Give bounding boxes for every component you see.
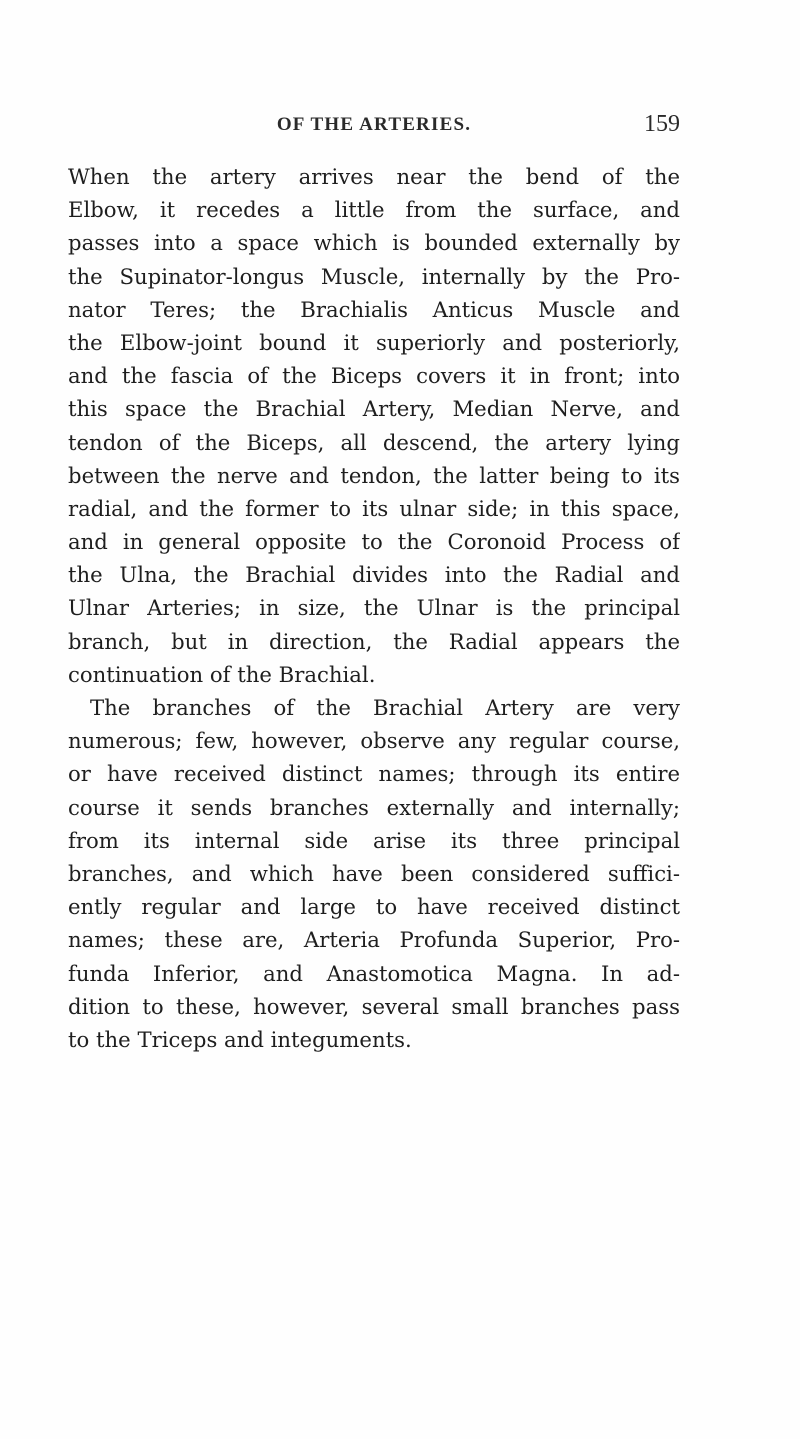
page-number: 159: [644, 111, 680, 137]
text-line: course it sends branches externally and internally;: [68, 794, 680, 820]
text-line: numerous; few, however, observe any regular course,: [68, 728, 680, 754]
text-line: the Supinator-longus Muscle, internally by the Pro-: [68, 263, 680, 289]
text-line: and in general opposite to the Coronoid Process of: [68, 529, 680, 555]
text-line: the Elbow-joint bound it superiorly and posteriorly,: [68, 329, 680, 355]
text-line: or have received distinct names; through its entire: [68, 761, 680, 787]
text-line: When the artery arrives near the bend of the: [68, 164, 680, 189]
text-line: names; these are, Arteria Profunda Superior, Pro-: [68, 927, 680, 953]
text-line: radial, and the former to its ulnar side; in this space,: [68, 495, 680, 521]
running-head: [68, 111, 680, 144]
text-line: between the nerve and tendon, the latter being to its: [68, 462, 680, 488]
body-text: [68, 160, 680, 1056]
running-title: OF THE ARTERIES.: [276, 114, 472, 135]
text-line: funda Inferior, and Anastomotica Magna. In ad-: [68, 960, 680, 986]
text-line: branches, and which have been considered suffici-: [68, 860, 680, 886]
text-line: The branches of the Brachial Artery are very: [90, 695, 680, 720]
text-line: nator Teres; the Brachialis Anticus Muscle and: [68, 296, 680, 322]
text-line: continuation of the Brachial.: [68, 661, 376, 687]
text-line: Ulnar Arteries; in size, the Ulnar is the principal: [68, 595, 680, 621]
text-line: branch, but in direction, the Radial appears the: [68, 628, 680, 654]
text-line: from its internal side arise its three principal: [68, 827, 680, 853]
text-line: tendon of the Biceps, all descend, the artery lying: [68, 429, 680, 455]
text-line: and the fascia of the Biceps covers it in front; into: [68, 363, 680, 389]
text-line: dition to these, however, several small branches pass: [68, 993, 680, 1019]
text-line: Elbow, it recedes a little from the surface, and: [68, 197, 680, 223]
text-line: to the Triceps and integuments.: [68, 1026, 412, 1052]
text-line: ently regular and large to have received distinct: [68, 894, 680, 920]
text-line: passes into a space which is bounded externally by: [68, 230, 680, 256]
text-line: this space the Brachial Artery, Median Nerve, and: [68, 396, 680, 422]
text-line: the Ulna, the Brachial divides into the Radial and: [68, 562, 680, 588]
